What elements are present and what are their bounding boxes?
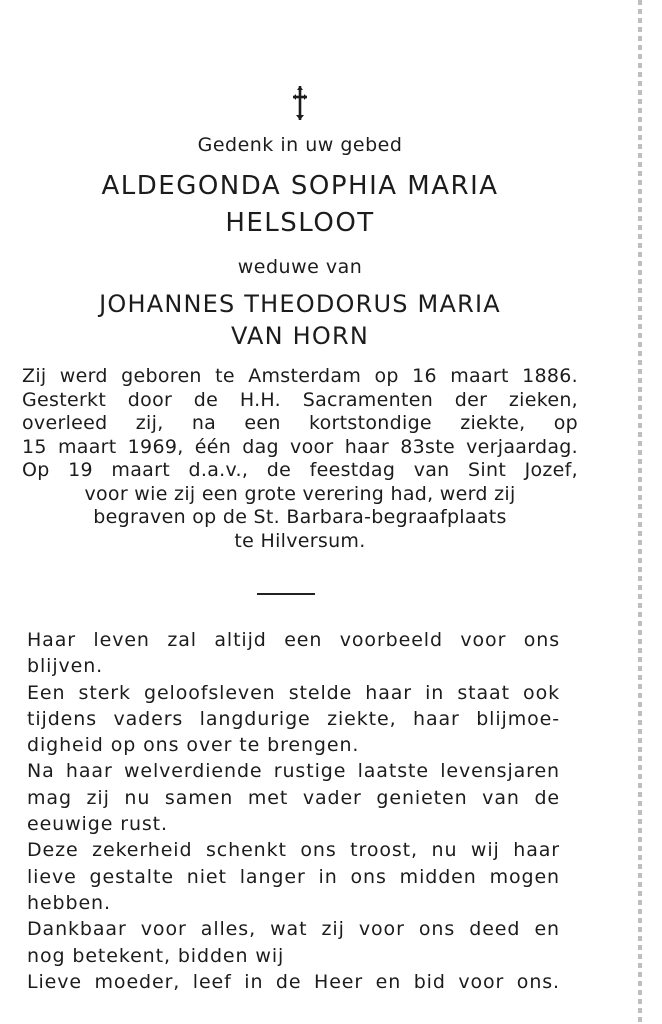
- biography-line: Op 19 maart d.a.v., de feestdag van Sint Jozef,: [22, 459, 578, 481]
- spouse-name-line2: VAN HORN: [230, 322, 370, 350]
- divider: [257, 593, 315, 595]
- remembrance-line: Lieve moeder, leef in de Heer en bid voor ons.: [27, 970, 560, 993]
- remembrance-line: Haar leven zal altijd een voorbeeld voor ons: [27, 629, 560, 651]
- remembrance-line: digheid op ons over te brengen.: [27, 734, 360, 757]
- prayer-line: Gedenk in uw gebed: [197, 134, 403, 156]
- biography-line: voor wie zij een grote verering had, werd zij: [84, 482, 516, 505]
- remembrance-line: hebben.: [27, 891, 111, 914]
- perforated-edge: [638, 0, 642, 1024]
- remembrance-text: [27, 627, 560, 995]
- biography-line: 15 maart 1969, één dag voor haar 83ste verjaardag.: [22, 435, 578, 458]
- remembrance-line: nog betekent, bidden wij: [27, 944, 285, 967]
- biography-line: overleed zij, na een kortstondige ziekte, op: [22, 412, 578, 434]
- remembrance-line: lieve gestalte niet langer in ons midden mogen: [27, 865, 560, 888]
- remembrance-line: eeuwige rust.: [27, 813, 168, 836]
- remembrance-line: mag zij nu samen met vader genieten van de: [27, 786, 560, 809]
- biography-line: Zij werd geboren te Amsterdam op 16 maart 1886.: [22, 365, 578, 387]
- remembrance-line: blijven.: [27, 655, 104, 678]
- deceased-name-line2: HELSLOOT: [225, 208, 375, 238]
- remembrance-line: Na haar welverdiende rustige laatste levensjaren: [27, 760, 560, 783]
- remembrance-line: Dankbaar voor alles, wat zij voor ons deed en: [27, 918, 560, 941]
- deceased-name-line1: ALDEGONDA SOPHIA MARIA: [101, 171, 499, 201]
- remembrance-line: Deze zekerheid schenkt ons troost, nu wij haar: [27, 839, 560, 862]
- relation-label: weduwe van: [237, 256, 363, 278]
- spouse-name-line1: JOHANNES THEODORUS MARIA: [99, 290, 501, 318]
- biography-line: te Hilversum.: [234, 529, 366, 552]
- biography-line: begraven op de St. Barbara-begraafplaats: [93, 506, 507, 528]
- remembrance-line: Een sterk geloofsleven stelde haar in staat ook: [27, 681, 560, 704]
- remembrance-line: tijdens vaders langdurige ziekte, haar blijmoe-: [27, 707, 560, 730]
- biography: [22, 365, 578, 553]
- biography-line: Gesterkt door de H.H. Sacramenten der zieken,: [22, 388, 578, 411]
- cross-icon: [0, 84, 600, 124]
